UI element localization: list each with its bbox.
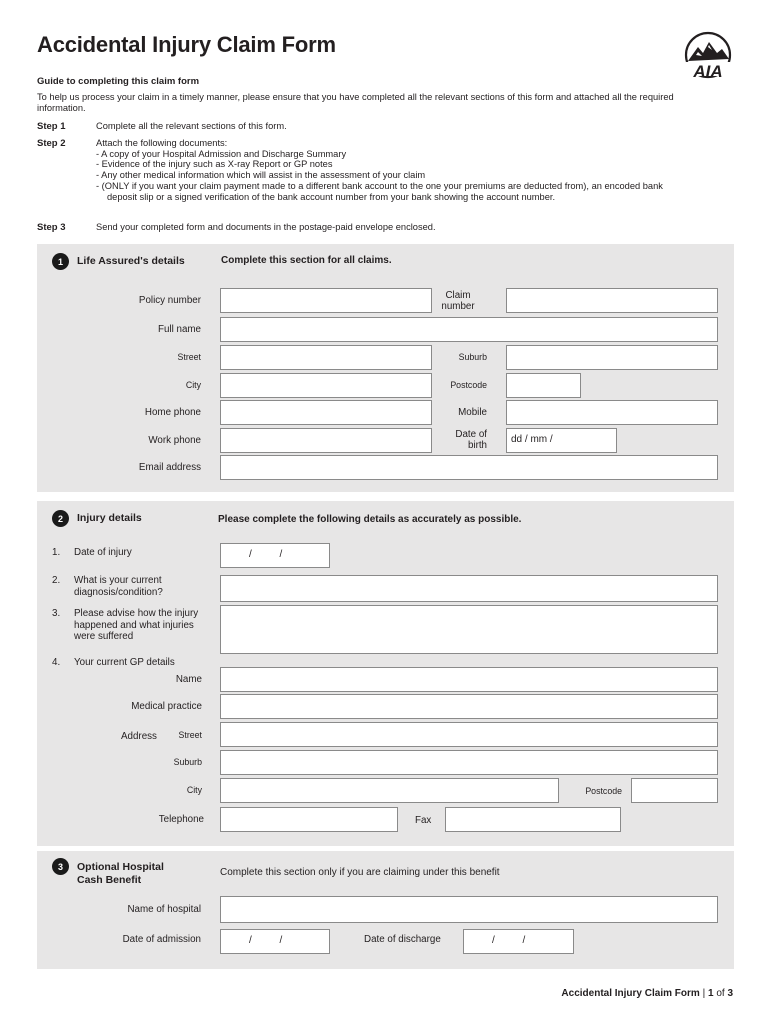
step-3-label: Step 3: [37, 222, 66, 233]
email-input[interactable]: [220, 455, 718, 480]
guide-intro: To help us process your claim in a timely manner, please ensure that you have completed all the relevant sections of this form and attached all the required information.: [37, 92, 674, 113]
step-2-bullet: - Any other medical information which will assist in the assessment of your claim: [96, 170, 426, 181]
postcode-label: Postcode: [450, 380, 487, 390]
page-title: Accidental Injury Claim Form: [37, 32, 336, 57]
hospital-name-input[interactable]: [220, 896, 718, 923]
home-phone-label: Home phone: [144, 407, 201, 418]
work-phone-input[interactable]: [220, 428, 432, 453]
section-2-number: 2: [52, 510, 69, 527]
footer-title: Accidental Injury Claim Form: [561, 988, 700, 999]
footer-total: 3: [727, 988, 733, 999]
step-2-bullet: - A copy of your Hospital Admission and Discharge Summary: [96, 148, 347, 159]
full-name-label: Full name: [157, 324, 201, 335]
step-2-bullet: - Evidence of the injury such as X-ray Report or GP notes: [96, 159, 333, 170]
gp-postcode-input[interactable]: [631, 778, 718, 803]
gp-city-label: City: [186, 785, 202, 795]
date-of-birth-input[interactable]: dd / mm /: [506, 428, 617, 453]
work-phone-label: Work phone: [148, 435, 201, 446]
telephone-input[interactable]: [220, 807, 398, 832]
medical-practice-input[interactable]: [220, 694, 718, 719]
date-of-discharge-input[interactable]: / /: [463, 929, 574, 954]
street-label: Street: [177, 352, 201, 362]
suburb-label: Suburb: [458, 352, 487, 362]
home-phone-input[interactable]: [220, 400, 432, 425]
aia-logo: [682, 31, 734, 83]
street-input[interactable]: [220, 345, 432, 370]
date-of-discharge-label: Date of discharge: [364, 934, 441, 945]
section-1-number: 1: [52, 253, 69, 270]
date-of-admission-input[interactable]: / /: [220, 929, 330, 954]
policy-number-label: Policy number: [138, 295, 201, 306]
gp-name-label: Name: [175, 674, 202, 685]
section-1-title: Life Assured's details: [77, 255, 185, 267]
gp-street-input[interactable]: [220, 722, 718, 747]
section-1-note: Complete this section for all claims.: [221, 255, 392, 266]
fax-input[interactable]: [445, 807, 621, 832]
svg-text:AIA: AIA: [693, 62, 723, 81]
gp-suburb-label: Suburb: [173, 757, 202, 767]
step-2-text: [96, 138, 676, 202]
diagnosis-input[interactable]: [220, 575, 718, 602]
step-1-text: Complete all the relevant sections of this form.: [96, 121, 287, 131]
q4-number: 4.: [52, 657, 61, 668]
q1-number: 1.: [52, 547, 61, 558]
gp-postcode-label: Postcode: [585, 786, 622, 796]
step-2-intro: Attach the following documents:: [96, 138, 228, 148]
guide-heading: Guide to completing this claim form: [37, 76, 200, 87]
telephone-label: Telephone: [158, 814, 204, 825]
gp-details-label: Your current GP details: [74, 657, 175, 668]
gp-street-label: Street: [178, 730, 202, 740]
diagnosis-label: What is your current diagnosis/condition?: [74, 575, 163, 598]
section-3-number: 3: [52, 858, 69, 875]
page-footer: [561, 988, 733, 999]
date-of-birth-label: Date of birth: [455, 429, 487, 451]
city-input[interactable]: [220, 373, 432, 398]
q3-number: 3.: [52, 608, 61, 619]
q2-number: 2.: [52, 575, 61, 586]
fax-label: Fax: [415, 815, 432, 826]
hospital-name-label: Name of hospital: [127, 904, 201, 915]
date-of-admission-label: Date of admission: [122, 934, 201, 945]
injury-description-input[interactable]: [220, 605, 718, 654]
gp-city-input[interactable]: [220, 778, 559, 803]
postcode-input[interactable]: [506, 373, 581, 398]
step-3-text: Send your completed form and documents in the postage-paid envelope enclosed.: [96, 222, 436, 232]
section-2-note: Please complete the following details as accurately as possible.: [218, 514, 522, 525]
policy-number-input[interactable]: [220, 288, 432, 313]
section-3-title: Optional Hospital Cash Benefit: [77, 861, 164, 886]
suburb-input[interactable]: [506, 345, 718, 370]
footer-of: of: [716, 988, 725, 999]
section-3-note: Complete this section only if you are claiming under this benefit: [220, 867, 500, 878]
claim-number-label: Claim number: [441, 290, 475, 312]
mobile-input[interactable]: [506, 400, 718, 425]
address-label: Address: [121, 731, 157, 742]
step-2-bullet: - (ONLY if you want your claim payment made to a different bank account to the one your premiums are deducted from), an encoded bank deposit slip or a signed verification of the bank account number from your bank showing the account number.: [96, 180, 663, 202]
mobile-label: Mobile: [458, 407, 487, 418]
step-2-label: Step 2: [37, 138, 66, 149]
gp-suburb-input[interactable]: [220, 750, 718, 775]
full-name-input[interactable]: [220, 317, 718, 342]
footer-page: 1: [707, 988, 714, 999]
claim-number-input[interactable]: [506, 288, 718, 313]
section-2-title: Injury details: [77, 512, 142, 524]
footer-separator: |: [702, 988, 706, 999]
date-of-injury-label: Date of injury: [74, 547, 132, 558]
email-label: Email address: [138, 462, 201, 473]
gp-name-input[interactable]: [220, 667, 718, 692]
medical-practice-label: Medical practice: [131, 701, 202, 712]
date-of-injury-input[interactable]: / /: [220, 543, 330, 568]
city-label: City: [185, 380, 201, 390]
step-1-label: Step 1: [37, 121, 66, 132]
injury-description-label: Please advise how the injury happened and what injuries were suffered: [74, 608, 199, 642]
